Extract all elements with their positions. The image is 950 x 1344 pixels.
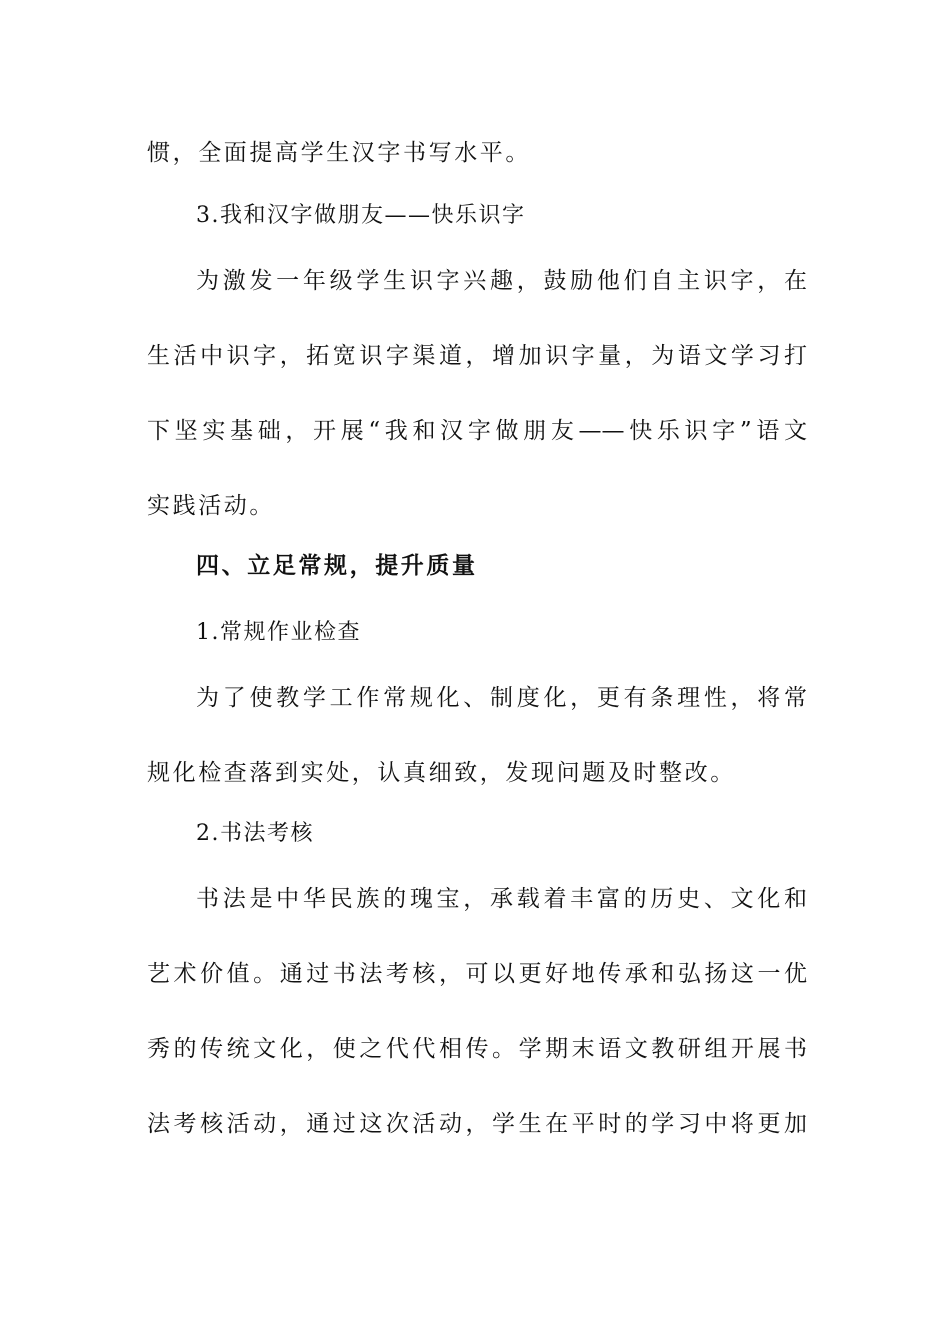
paragraph-line: 惯，全面提高学生汉字书写水平。 <box>147 140 531 166</box>
paragraph-line: 实践活动。 <box>147 493 275 519</box>
paragraph-line: 为了使教学工作常规化、制度化，更有条理性，将常 <box>196 685 807 711</box>
paragraph-line: 生活中识字，拓宽识字渠道，增加识字量，为语文学习打 <box>147 343 807 369</box>
paragraph-line: 法考核活动，通过这次活动，学生在平时的学习中将更加 <box>147 1111 807 1137</box>
paragraph-line: 书法是中华民族的瑰宝，承载着丰富的历史、文化和 <box>196 886 807 912</box>
section-heading: 四、立足常规，提升质量 <box>196 553 478 579</box>
paragraph-line: 秀的传统文化，使之代代相传。学期末语文教研组开展书 <box>147 1036 807 1062</box>
subheading-1: 1.常规作业检查 <box>196 620 361 645</box>
paragraph-line: 艺术价值。通过书法考核，可以更好地传承和弘扬这一优 <box>147 961 807 987</box>
paragraph-line: 为激发一年级学生识字兴趣，鼓励他们自主识字，在 <box>196 268 807 294</box>
subheading-3: 3.我和汉字做朋友——快乐识字 <box>196 203 526 228</box>
paragraph-line: 下坚实基础，开展“我和汉字做朋友——快乐识字”语文 <box>147 418 807 444</box>
paragraph-line: 规化检查落到实处，认真细致，发现问题及时整改。 <box>147 760 736 786</box>
subheading-2: 2.书法考核 <box>196 821 314 846</box>
